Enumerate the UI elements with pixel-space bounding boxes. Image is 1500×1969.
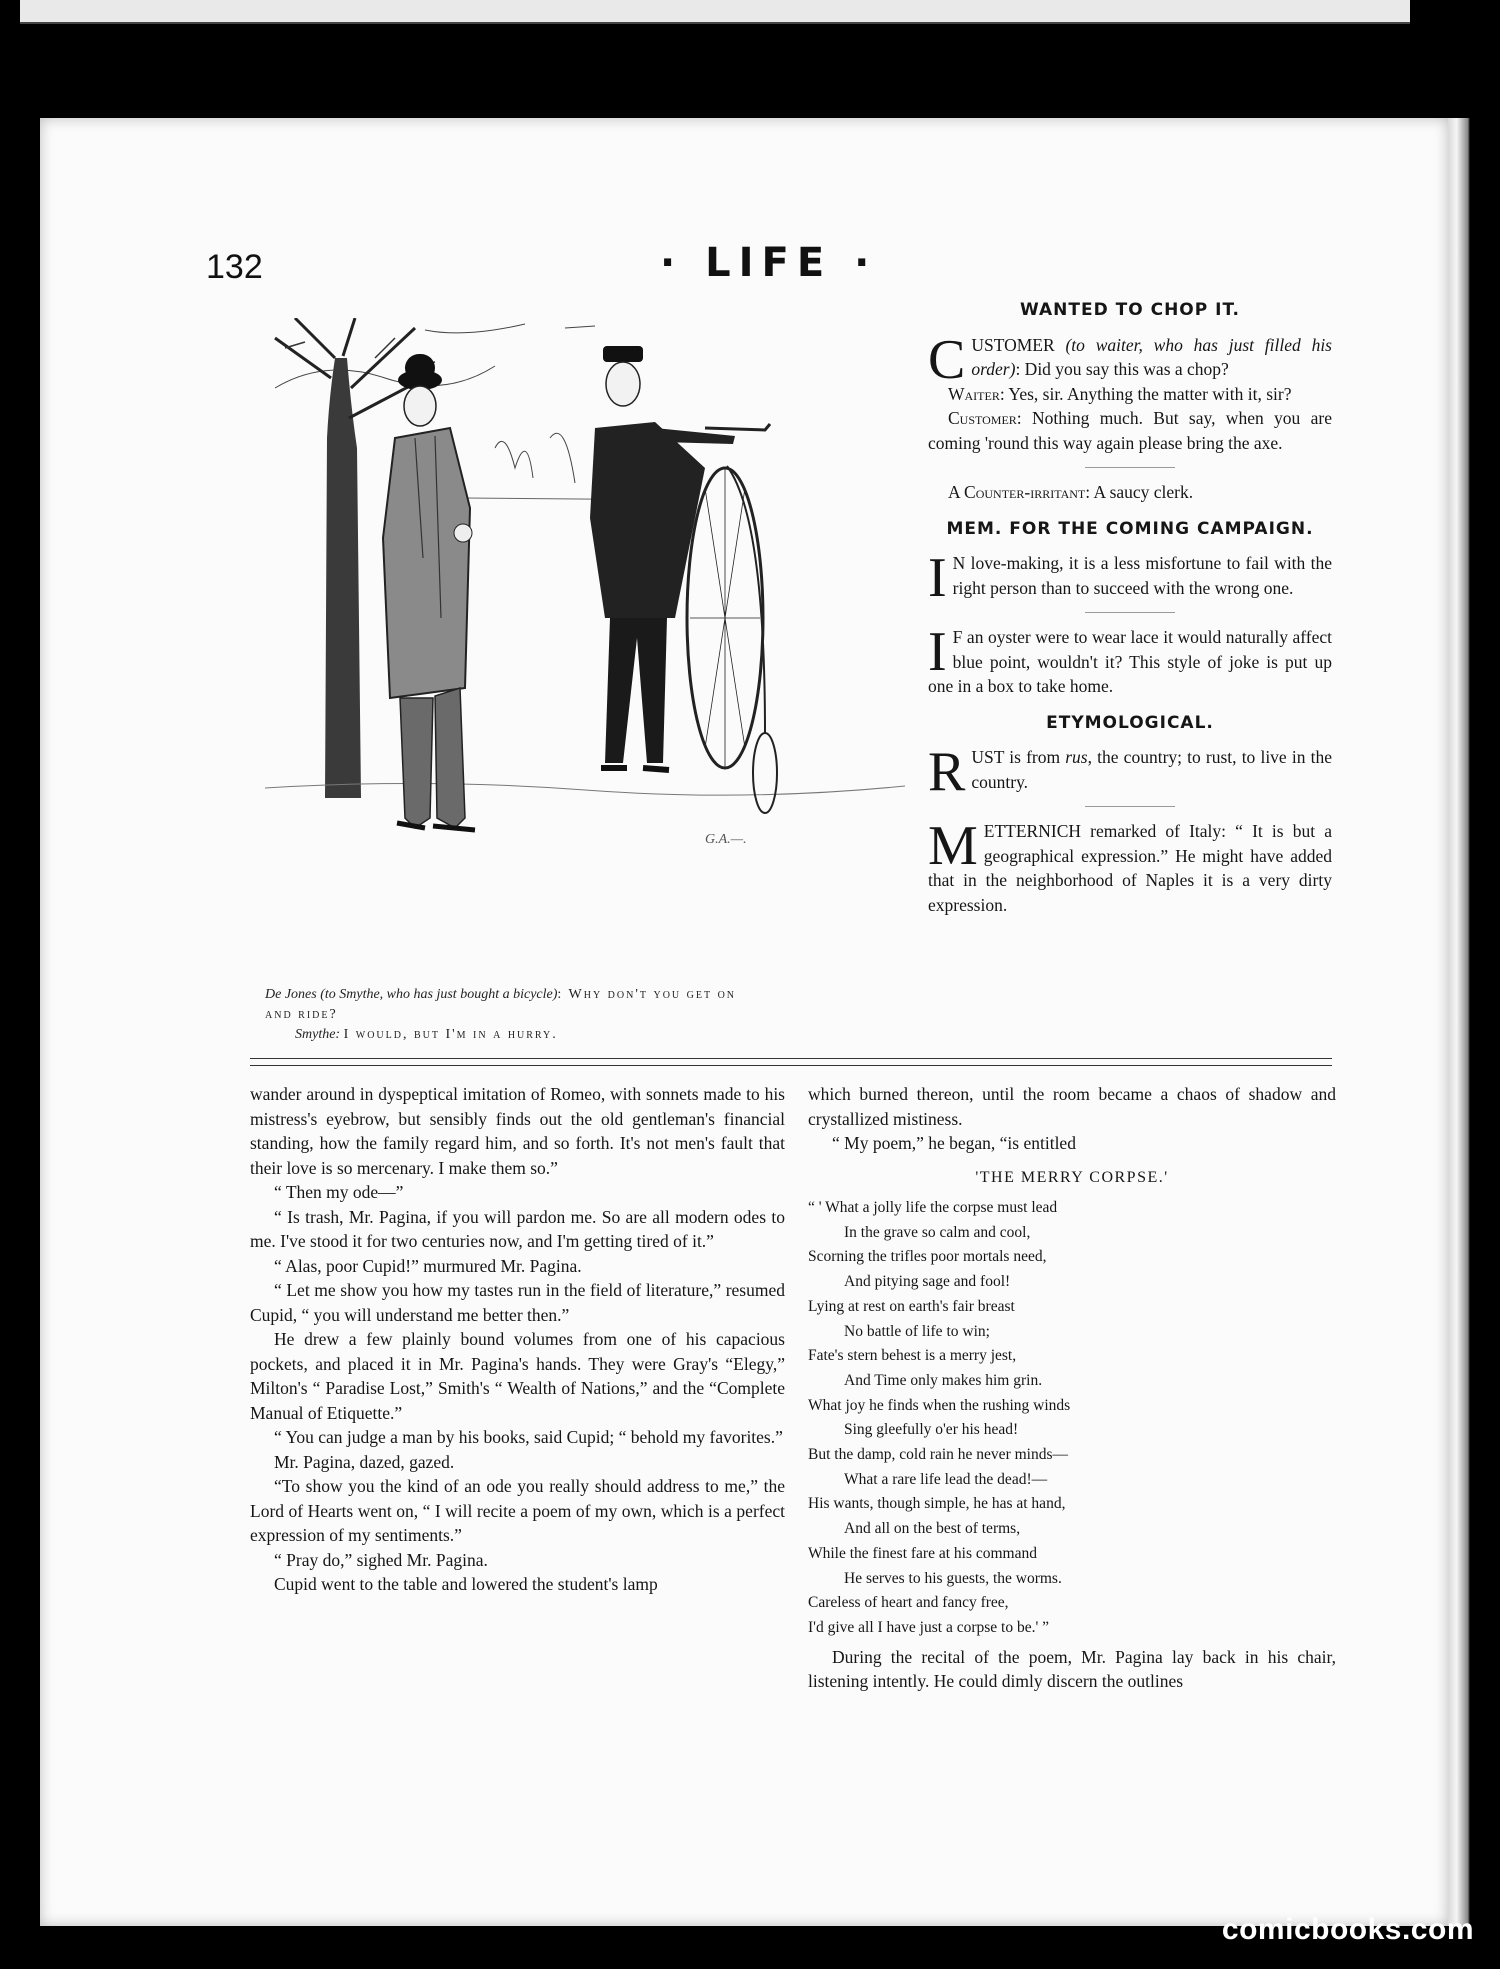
- joke-text: UST is from: [971, 747, 1066, 767]
- caption-stage-direction: (to Smythe, who has just bought a bicycle): [320, 987, 558, 1002]
- divider: [1085, 806, 1175, 807]
- speaker-label: Customer: [948, 408, 1017, 428]
- joke-italic-word: rus: [1065, 747, 1088, 767]
- story-paragraph: “ Alas, poor Cupid!” murmured Mr. Pagina.: [274, 1255, 582, 1276]
- poem-line: And Time only makes him grin.: [844, 1371, 1043, 1389]
- story-paragraph: “ Pray do,” sighed Mr. Pagina.: [274, 1549, 488, 1570]
- story-paragraph: “ Then my ode—”: [274, 1182, 404, 1202]
- bicycle-illustration: [265, 318, 905, 958]
- dropcap: I: [928, 547, 947, 609]
- poem: [808, 1196, 1336, 1641]
- illustration-caption: [265, 985, 915, 1045]
- poem-line: Lying at rest on earth's fair breast: [808, 1297, 1015, 1315]
- poem-line: While the finest fare at his command: [808, 1544, 1037, 1562]
- joke-text: : A saucy clerk.: [1085, 482, 1194, 502]
- spacer: [928, 505, 1332, 517]
- dropcap: C: [928, 328, 966, 391]
- heading-etymological: ETYMOLOGICAL.: [1046, 712, 1214, 733]
- story-paragraph: “ Is trash, Mr. Pagina, if you will pardon me. So are all modern odes to me. I've stood it for two centuries now, and I'm getting tired of it.”: [250, 1206, 785, 1251]
- dropcap: R: [928, 741, 966, 803]
- joke-oyster: [928, 621, 1332, 699]
- joke-chop-p1: [928, 328, 1332, 391]
- story-left-column: [250, 1082, 785, 1597]
- caption-line-2: I would, but I'm in a hurry.: [343, 1027, 558, 1042]
- joke-text: : Yes, sir. Anything the matter with it, sir?: [999, 383, 1292, 404]
- poem-line: In the grave so calm and cool,: [844, 1223, 1031, 1241]
- joke-text: USTOMER: [971, 334, 1066, 355]
- story-paragraph: “ You can judge a man by his books, said Cupid; “ behold my favorites.”: [274, 1427, 783, 1447]
- joke-text: ETTERNICH remarked of Italy: “ It is but a geographical expression.” He might have added that in the neighborhood of Naples it is a very dirty expression.: [928, 821, 1332, 915]
- divider: [1085, 467, 1175, 468]
- story-paragraph: During the recital of the poem, Mr. Pagina lay back in his chair, listening intently. He could dimly discern the outlines: [808, 1646, 1336, 1692]
- poem-line: And all on the best of terms,: [844, 1520, 1021, 1538]
- poem-line: Sing gleefully o'er his head!: [844, 1421, 1019, 1439]
- joke-rust: [928, 741, 1332, 803]
- joke-counter-irritant: [928, 480, 1332, 505]
- poem-line: He serves to his guests, the worms.: [844, 1569, 1062, 1587]
- joke-text: : Nothing much. But say, when you are coming 'round this way again please bring the axe.: [928, 408, 1332, 453]
- joke-chop-p3: [928, 406, 1332, 455]
- caption-line-1: : Why don't you get on: [557, 987, 737, 1002]
- story-paragraph: “ My poem,” he began, “is entitled: [832, 1133, 1076, 1153]
- poem-line: No battle of life to win;: [844, 1322, 990, 1340]
- jokes-column: [928, 298, 1332, 917]
- joke-text: : Did you say this was a chop?: [1015, 359, 1229, 379]
- man-de-jones: [383, 354, 475, 830]
- poem-line: His wants, though simple, he has at hand,: [808, 1495, 1066, 1513]
- joke-text: , the country; to rust, to live in the country.: [971, 747, 1332, 792]
- poem-line: And pitying sage and fool!: [844, 1273, 1011, 1291]
- joke-mem-p1: [928, 547, 1332, 609]
- page-number: 132: [206, 248, 263, 286]
- story-paragraph: “To show you the kind of an ode you really should address to me,” the Lord of Hearts went on, “ I will recite a poem of my own, which is a perfect expression of my sentiments.”: [250, 1476, 785, 1545]
- man-smythe: [590, 346, 735, 770]
- artist-signature: G.A.—.: [705, 832, 747, 847]
- joke-text: N love-making, it is a less misfortune to fail with the right person than to succeed with the wrong one.: [952, 553, 1332, 598]
- masthead-title: · LIFE ·: [660, 240, 878, 286]
- story-paragraph: “ Let me show you how my tastes run in the field of literature,” resumed Cupid, “ you will understand me better then.”: [250, 1280, 785, 1325]
- heading-wanted-to-chop-it: WANTED TO CHOP IT.: [1020, 300, 1240, 320]
- story-paragraph: wander around in dyspeptical imitation of Romeo, with sonnets made to his mistress's eyebrow, but sensibly finds out the old gentleman's financial standing, how the family regard him, and so forth. It's not men's fault that their love is so mercenary. I make them so.”: [250, 1084, 785, 1178]
- poem-line: What a rare life lead the dead!—: [844, 1470, 1048, 1488]
- poem-line: Fate's stern behest is a merry jest,: [808, 1347, 1017, 1365]
- site-watermark: comicbooks.com: [1221, 1913, 1474, 1946]
- caption-line-1b: and ride?: [265, 1007, 338, 1022]
- speaker-label: Waiter: [948, 383, 1000, 404]
- joke-stage-direction: (to waiter, who has just filled his order): [971, 334, 1332, 379]
- dropcap: I: [928, 621, 947, 683]
- page-binding-edge: [1448, 118, 1470, 1926]
- poem-line: Careless of heart and fancy free,: [808, 1594, 1009, 1612]
- story-right-column: [808, 1082, 1336, 1694]
- joke-text: F an oyster were to wear lace it would naturally affect blue point, wouldn't it? This style of joke is put up one in a box to take home.: [928, 627, 1332, 696]
- joke-metternich: [928, 815, 1332, 917]
- story-paragraph: He drew a few plainly bound volumes from one of his capacious pockets, and placed it in Mr. Pagina's hands. They were Gray's “Elegy,” Milton's “ Paradise Lost,” Smith's “ Wealth of Nations,” and the “Complete Manual of Etiquette.”: [250, 1329, 785, 1423]
- poem-line: I'd give all I have just a corpse to be.' ”: [808, 1618, 1050, 1636]
- heading-mem-campaign: MEM. FOR THE COMING CAMPAIGN.: [946, 518, 1314, 539]
- story-paragraph: Mr. Pagina, dazed, gazed.: [274, 1451, 455, 1472]
- section-divider: [250, 1058, 1332, 1066]
- caption-speaker-1: De Jones: [265, 987, 317, 1002]
- caption-speaker-2: Smythe:: [295, 1027, 341, 1042]
- previous-page-edge: [20, 0, 1410, 24]
- speaker-label: A Counter-irritant: [948, 482, 1086, 502]
- dropcap: M: [928, 815, 978, 877]
- spacer: [928, 699, 1332, 711]
- scan-top-strip: [0, 0, 1500, 60]
- poem-line: What joy he finds when the rushing winds: [808, 1396, 1071, 1414]
- poem-line: “ ' What a jolly life the corpse must lead: [808, 1199, 1058, 1216]
- poem-line: Scorning the trifles poor mortals need,: [808, 1248, 1047, 1266]
- ground-line: [265, 783, 905, 795]
- story-paragraph: Cupid went to the table and lowered the student's lamp: [274, 1574, 658, 1594]
- poem-line: But the damp, cold rain he never minds—: [808, 1446, 1068, 1464]
- divider: [1085, 612, 1175, 613]
- joke-chop-p2: [928, 382, 1332, 407]
- poem-title: 'THE MERRY CORPSE.': [975, 1168, 1169, 1186]
- story-paragraph: which burned thereon, until the room became a chaos of shadow and crystallized mistiness.: [808, 1084, 1336, 1129]
